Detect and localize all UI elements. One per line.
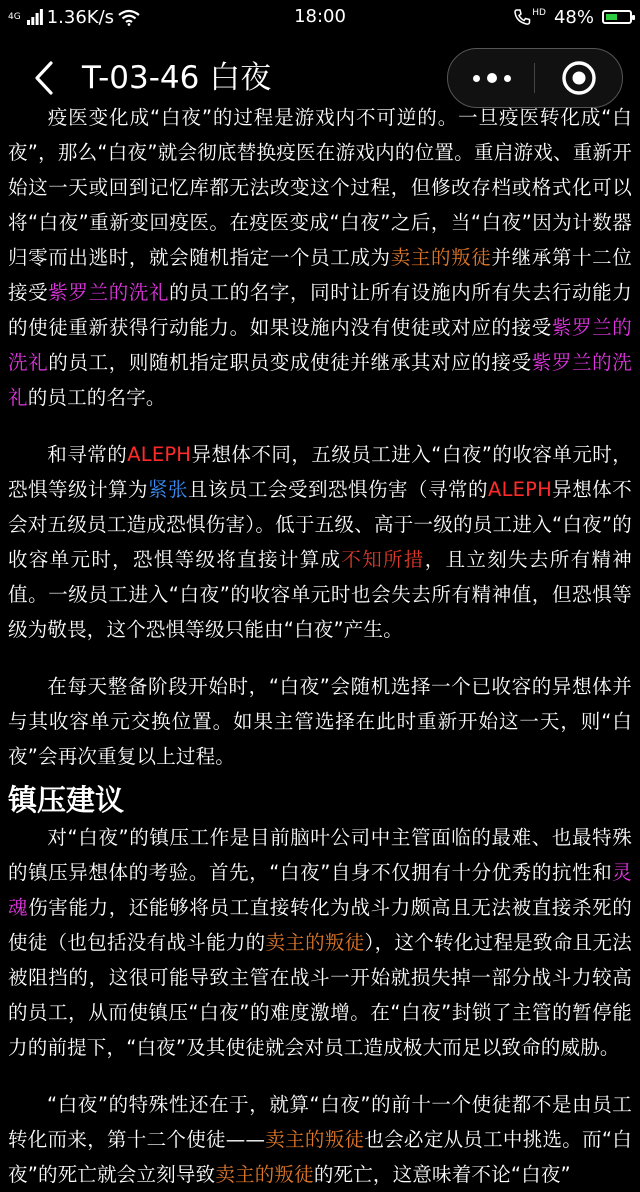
target-close-icon (560, 59, 598, 97)
status-bar (0, 0, 640, 34)
paragraph: 在每天整备阶段开始时，“白夜”会随机选择一个已收容的异想体并与其收容单元交换位置。如果主管选择在此时重新开始这一天，则“白夜”会再次重复以上过程。 (8, 675, 632, 768)
chevron-left-icon (33, 60, 55, 96)
term-link[interactable]: 紧张 (148, 478, 189, 501)
term-link[interactable]: 灵魂 (8, 861, 632, 919)
paragraph: “白夜”的特殊性还在于，就算“白夜”的前十一个使徒都不是由员工转化而来，第十二个使徒——卖主的叛徒也会必定从员工中挑选。而“白夜”的死亡就会立刻导致卖主的叛徒的死亡，这意味着不论“白夜” (8, 1093, 633, 1186)
term-link[interactable]: 卖主的叛徒 (215, 1163, 314, 1186)
term-link[interactable]: 卖主的叛徒 (265, 1128, 365, 1151)
paragraph: 对“白夜”的镇压工作是目前脑叶公司中主管面临的最难、也最特殊的镇压异想体的考验。首先，“白夜”自身不仅拥有十分优秀的抗性和灵魂伤害能力，还能够将员工直接转化为战斗力颇高且无法被直接杀死的使徒（也包括没有战斗能力的卖主的叛徒），这个转化过程是致命且无法被阻挡的，这很可能导致主管在战斗一开始就损失掉一部分战斗力较高的员工，从而使镇压“白夜”的难度激增。在“白夜”封锁了主管的暂停能力的前提下，“白夜”及其使徒就会对员工造成极大而足以致命的威胁。 (8, 826, 632, 1059)
capsule-divider (534, 63, 535, 93)
section-heading: 镇压建议 (8, 783, 125, 817)
battery-percent: 48% (553, 6, 594, 28)
term-link[interactable]: 卖主的叛徒 (265, 931, 365, 954)
network-speed: 1.36K/s (46, 6, 115, 28)
clock: 18:00 (294, 6, 346, 27)
term-link[interactable]: 紫罗兰的洗礼 (48, 281, 170, 304)
dot-icon (487, 73, 497, 83)
term-link[interactable]: 不知所措 (341, 548, 425, 571)
dot-icon (473, 75, 480, 82)
paragraph: 和寻常的ALEPH异想体不同，五级员工进入“白夜”的收容单元时，恐惧等级计算为紧张且该员工会受到恐惧伤害（寻常的ALEPH异想体不会对五级员工造成恐惧伤害）。低于五级、高于一级的员工进入“白夜”的收容单元时，恐惧等级将直接计算成不知所措，且立刻失去所有精神值。一级员工进入“白夜”的收容单元时也会失去所有精神值，但恐惧等级为敬畏，这个恐惧等级只能由“白夜”产生。 (8, 443, 633, 641)
hd-label: HD (532, 8, 546, 18)
term-link[interactable]: 卖主的叛徒 (390, 246, 492, 269)
status-right (513, 0, 632, 34)
battery-icon (602, 10, 632, 24)
network-type: 4G (8, 11, 21, 22)
term-link[interactable]: 紫罗兰的洗礼 (8, 316, 632, 374)
close-miniprogram-button[interactable] (560, 59, 598, 97)
back-button[interactable] (24, 56, 64, 100)
term-link[interactable]: ALEPH (488, 478, 552, 501)
page-title: T-03-46 白夜 (82, 60, 272, 96)
dot-icon (504, 75, 511, 82)
more-button[interactable] (460, 57, 524, 99)
battery-level (606, 14, 617, 20)
paragraph: 疫医变化成“白夜”的过程是游戏内不可逆的。一旦疫医转化成“白夜”，那么“白夜”就会彻底替换疫医在游戏内的位置。重启游戏、重新开始这一天或回到记忆库都无法改变这个过程，但修改存档或格式化可以将“白夜”重新变回疫医。在疫医变成“白夜”之后，当“白夜”因为计数器归零而出逃时，就会随机指定一个员工成为卖主的叛徒并继承第十二位接受紫罗兰的洗礼的员工的名字，同时让所有设施内所有失去行动能力的使徒重新获得行动能力。如果设施内没有使徒或对应的接受紫罗兰的洗礼的员工，则随机指定职员变成使徒并继承其对应的接受紫罗兰的洗礼的员工的名字。 (8, 106, 632, 409)
hd-call-indicator (513, 8, 546, 26)
term-link[interactable]: ALEPH (127, 443, 192, 466)
term-link[interactable]: 紫罗兰的洗礼 (8, 351, 632, 409)
miniprogram-capsule (447, 48, 623, 108)
article-content[interactable] (0, 106, 640, 1186)
article-body (0, 100, 640, 1192)
phone-icon (513, 8, 531, 26)
